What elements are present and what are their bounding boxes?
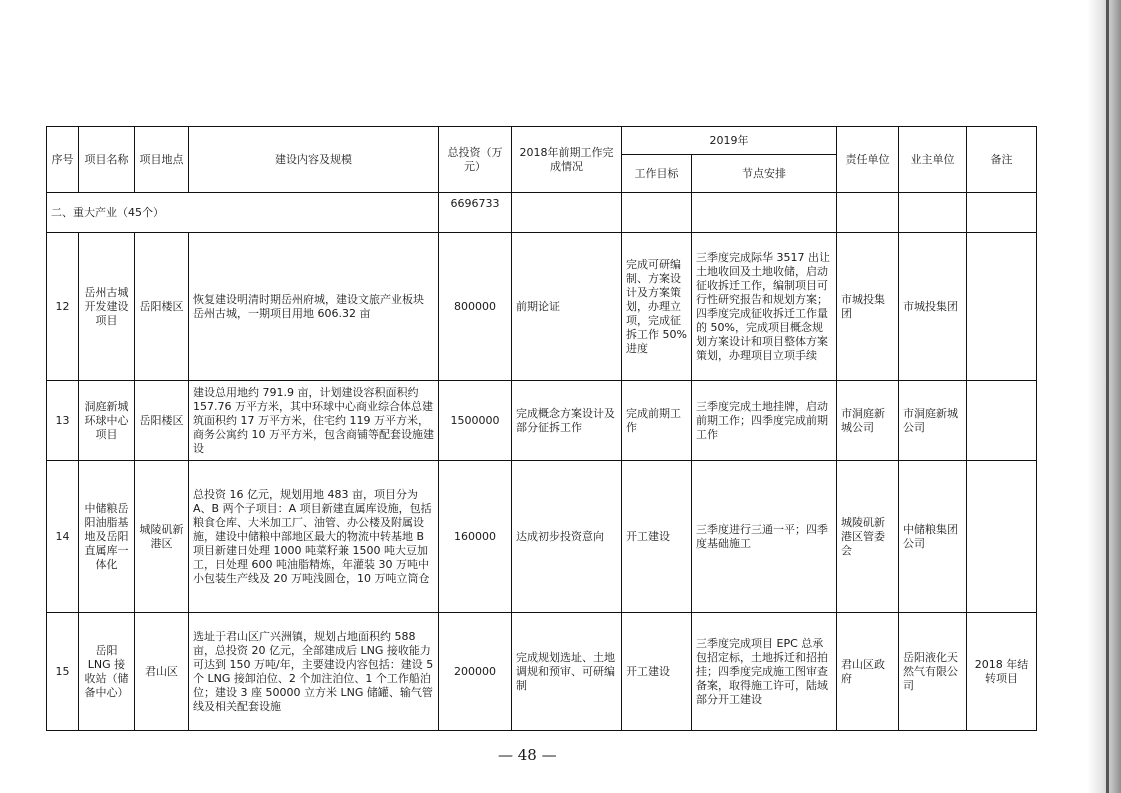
row-content: 选址于君山区广兴洲镇，规划占地面积约 588 亩，总投资 20 亿元，全部建成后 LNG 接收能力可达到 150 万吨/年，主要建设内容包括：建设 5 个 LNG 接卸泊位、2 个加注泊位、1 个工作船泊位；建设 3 座 50000 立方米 LNG 储罐、输气管线及相关配套设施 [189,613,439,731]
table-row [47,613,1037,731]
header-progress-2018: 2018年前期工作完成情况 [512,127,622,193]
header-content: 建设内容及规模 [189,127,439,193]
header-remarks: 备注 [967,127,1037,193]
row-responsible: 君山区政府 [837,613,899,731]
row-progress-2018: 前期论证 [512,233,622,381]
header-year-2019: 2019年 [622,127,837,155]
row-location: 岳阳楼区 [135,233,189,381]
row-project-name: 岳州古城开发建设项目 [79,233,135,381]
header-row-1 [47,127,1037,155]
scan-edge-shadow [1087,0,1121,793]
row-investment: 800000 [439,233,512,381]
row-owner: 中储粮集团公司 [899,461,967,613]
header-responsible: 责任单位 [837,127,899,193]
row-remarks [967,233,1037,381]
row-content: 总投资 16 亿元，规划用地 483 亩，项目分为 A、B 两个子项目：A 项目新建直属库设施，包括粮食仓库、大米加工厂、油管、办公楼及附属设施，建设中储粮中部地区最大的物流中转基地 B 项目新建日处理 1000 吨菜籽兼 1500 吨大豆加工，日处理 600 吨油脂精炼，年灌装 30 万吨中小包装生产线及 20 万吨浅圆仓，10 万吨立筒仓 [189,461,439,613]
row-owner: 市城投集团 [899,233,967,381]
row-remarks: 2018 年结转项目 [967,613,1037,731]
row-owner: 市洞庭新城公司 [899,381,967,461]
row-investment: 200000 [439,613,512,731]
row-content: 恢复建设明清时期岳州府城，建设文旅产业板块岳州古城，一期项目用地 606.32 亩 [189,233,439,381]
row-remarks [967,461,1037,613]
row-work-goal: 完成可研编制、方案设计及方案策划，办理立项，完成征拆工作 50% 进度 [622,233,692,381]
row-progress-2018: 达成初步投资意向 [512,461,622,613]
row-remarks [967,381,1037,461]
header-project-location: 项目地点 [135,127,189,193]
row-seq: 15 [47,613,79,731]
row-location: 岳阳楼区 [135,381,189,461]
header-project-name: 项目名称 [79,127,135,193]
scan-edge-line [1106,0,1109,793]
row-responsible: 城陵矶新港区管委会 [837,461,899,613]
row-schedule: 三季度完成际华 3517 出让土地收回及土地收储，启动征收拆迁工作，编制项目可行性研究报告和规划方案；四季度完成征收拆迁工作量的 50%，完成项目概念规划方案设计和项目整体方案策划，办理项目立项手续 [692,233,837,381]
row-owner: 岳阳液化天然气有限公司 [899,613,967,731]
project-plan-table [46,126,1037,731]
row-content: 建设总用地约 791.9 亩，计划建设容积面积约 157.76 万平方米，其中环球中心商业综合体总建筑面积约 17 万平方米，住宅约 119 万平方米，商务公寓约 10 万平方米，包含商铺等配套设施建设 [189,381,439,461]
row-responsible: 市城投集团 [837,233,899,381]
row-progress-2018: 完成规划选址、土地调规和预审、可研编制 [512,613,622,731]
section-title: 二、重大产业（45个） [47,193,439,233]
row-project-name: 洞庭新城环球中心项目 [79,381,135,461]
section-row [47,193,1037,233]
row-responsible: 市洞庭新城公司 [837,381,899,461]
row-work-goal: 开工建设 [622,613,692,731]
header-seq: 序号 [47,127,79,193]
row-seq: 12 [47,233,79,381]
header-schedule: 节点安排 [692,155,837,193]
row-progress-2018: 完成概念方案设计及部分征拆工作 [512,381,622,461]
header-investment: 总投资（万元） [439,127,512,193]
row-investment: 1500000 [439,381,512,461]
header-work-goal: 工作目标 [622,155,692,193]
row-investment: 160000 [439,461,512,613]
row-project-name: 岳阳 LNG 接收站（储备中心） [79,613,135,731]
row-work-goal: 完成前期工作 [622,381,692,461]
page-number: — 48 — [498,746,557,764]
row-schedule: 三季度进行三通一平；四季度基础施工 [692,461,837,613]
row-work-goal: 开工建设 [622,461,692,613]
row-schedule: 三季度完成项目 EPC 总承包招定标，土地拆迁和招拍挂；四季度完成施工图审查备案，取得施工许可，陆域部分开工建设 [692,613,837,731]
header-owner: 业主单位 [899,127,967,193]
table-row [47,461,1037,613]
row-seq: 14 [47,461,79,613]
row-seq: 13 [47,381,79,461]
table-row [47,233,1037,381]
row-project-name: 中储粮岳阳油脂基地及岳阳直属库一体化 [79,461,135,613]
section-investment: 6696733 [439,193,512,233]
table-row [47,381,1037,461]
row-location: 城陵矶新港区 [135,461,189,613]
row-schedule: 三季度完成土地挂牌，启动前期工作；四季度完成前期工作 [692,381,837,461]
row-location: 君山区 [135,613,189,731]
